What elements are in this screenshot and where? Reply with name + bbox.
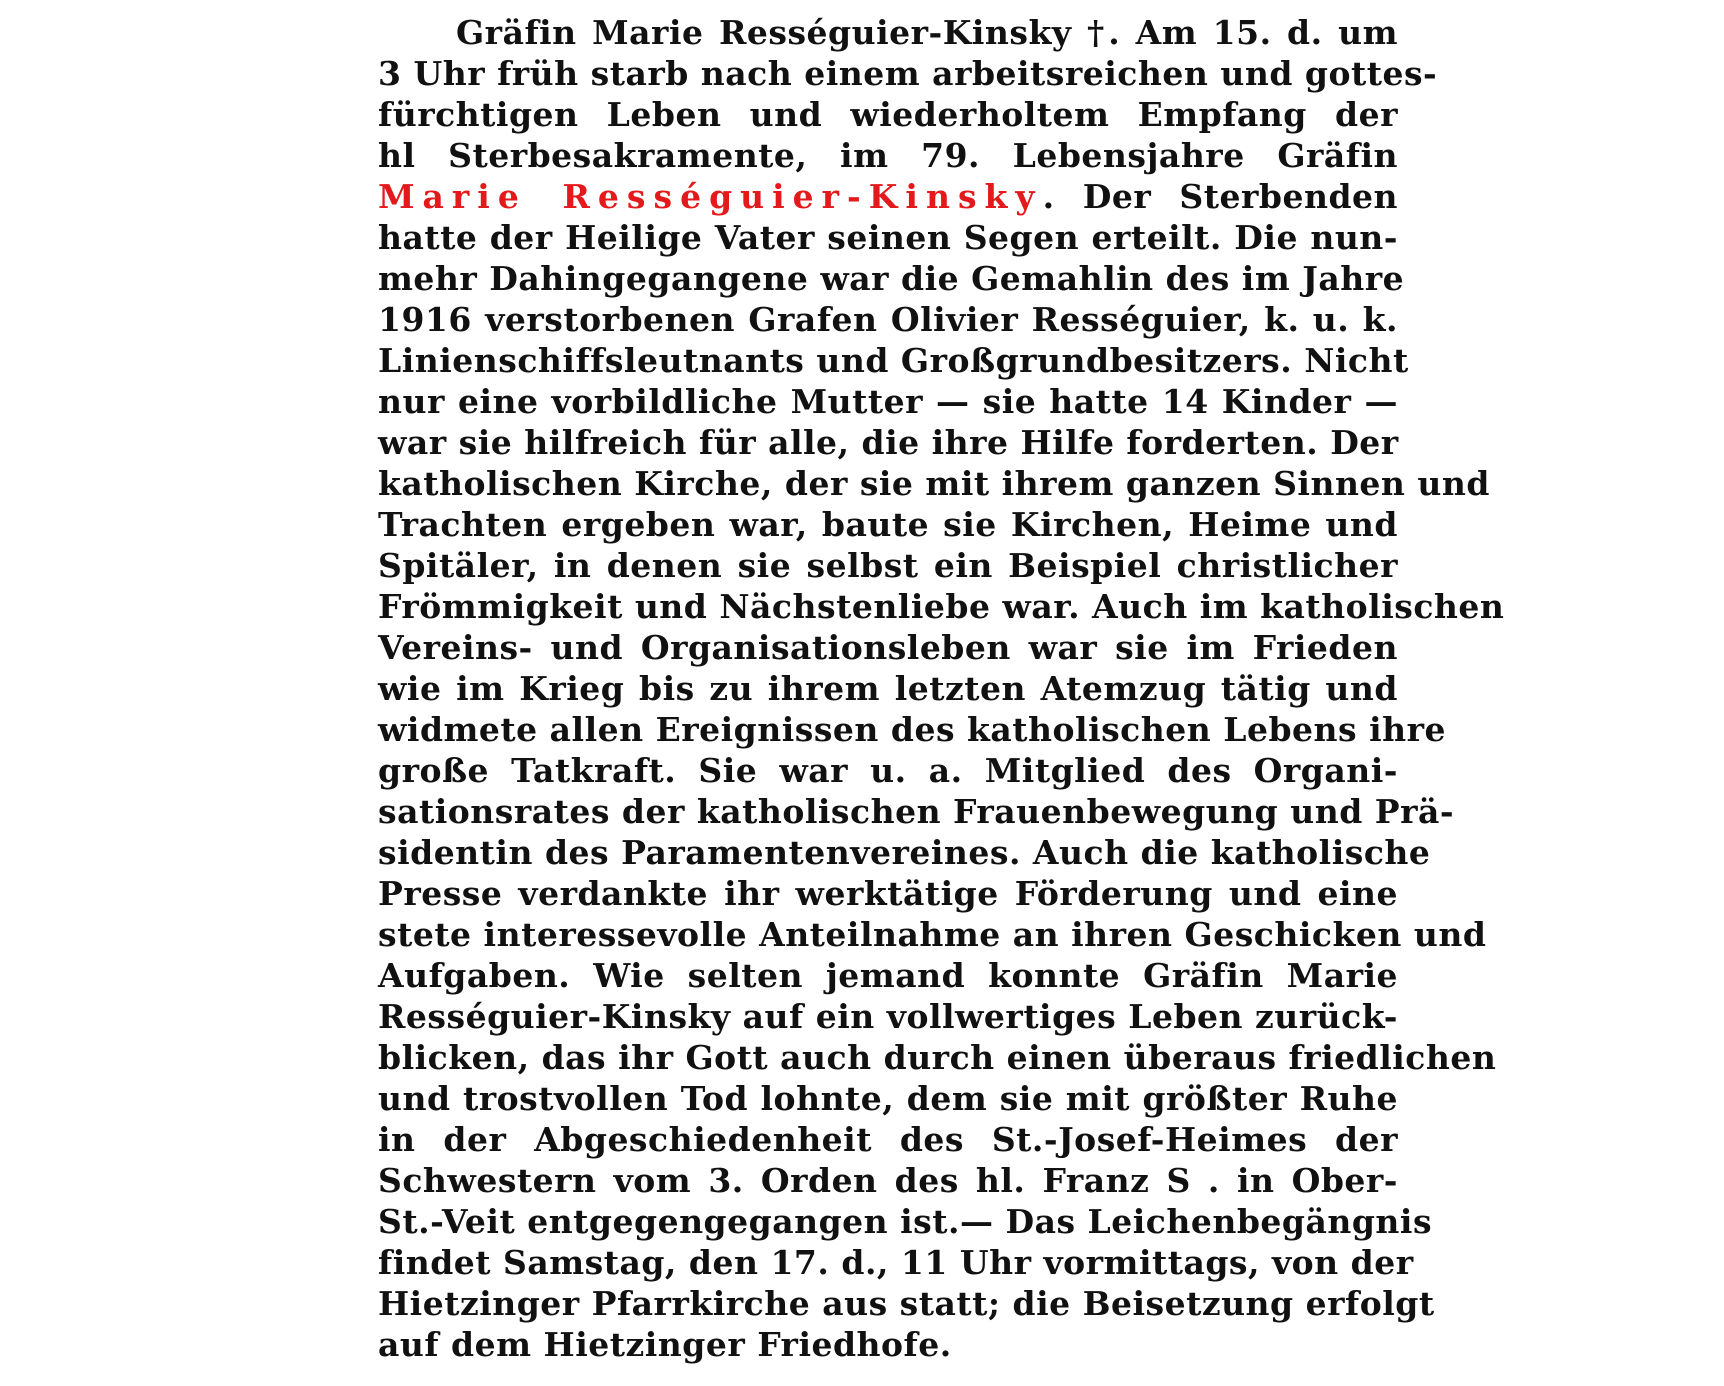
article-line: auf dem Hietzinger Friedhofe. <box>378 1325 952 1364</box>
article-line: war sie hilfreich für alle, die ihre Hilfe forderten. Der <box>378 423 1399 462</box>
article-line-rest: . Der Sterbenden <box>1042 177 1399 216</box>
article-line: nur eine vorbildliche Mutter — sie hatte 14 Kinder — <box>378 382 1398 421</box>
article-line: hatte der Heilige Vater seinen Segen erteilt. Die nun- <box>378 218 1398 257</box>
article-line: sationsrates der katholischen Frauenbewegung und Prä- <box>378 792 1455 831</box>
article-line: Aufgaben. Wie selten jemand konnte Gräfin Marie <box>378 956 1398 995</box>
article-line: findet Samstag, den 17. d., 11 Uhr vormittags, von der <box>378 1243 1414 1282</box>
article-line: blicken, das ihr Gott auch durch einen überaus friedlichen <box>378 1038 1497 1077</box>
highlighted-name: Marie Rességuier-Kinsky <box>378 177 1043 216</box>
article-line: Hietzinger Pfarrkirche aus statt; die Beisetzung erfolgt <box>378 1284 1435 1323</box>
article-line: Linienschiffsleutnants und Großgrundbesitzers. Nicht <box>378 341 1409 380</box>
article-line: mehr Dahingegangene war die Gemahlin des im Jahre <box>378 259 1405 298</box>
obituary-article <box>378 12 1505 1365</box>
article-line: fürchtigen Leben und wiederholtem Empfang der <box>378 95 1398 134</box>
article-line: in der Abgeschiedenheit des St.-Josef-Heimes der <box>378 1120 1398 1159</box>
article-line: Frömmigkeit und Nächstenliebe war. Auch im katholischen <box>378 587 1505 626</box>
article-line-highlighted <box>378 176 1398 217</box>
article-line: Presse verdankte ihr werktätige Förderung und eine <box>378 874 1398 913</box>
article-line: Spitäler, in denen sie selbst ein Beispiel christlicher <box>378 546 1398 585</box>
article-line: Schwestern vom 3. Orden des hl. Franz S . in Ober- <box>378 1161 1398 1200</box>
article-line: wie im Krieg bis zu ihrem letzten Atemzug tätig und <box>378 669 1398 708</box>
article-line: hl Sterbesakramente, im 79. Lebensjahre Gräfin <box>378 136 1398 175</box>
article-line: Vereins- und Organisationsleben war sie im Frieden <box>378 628 1398 667</box>
article-line: St.-Veit entgegengegangen ist.— Das Leichenbegängnis <box>378 1202 1433 1241</box>
article-line: widmete allen Ereignissen des katholischen Lebens ihre <box>378 710 1446 749</box>
article-line: Trachten ergeben war, baute sie Kirchen, Heime und <box>378 505 1398 544</box>
article-line: Gräfin Marie Rességuier-Kinsky †. Am 15. d. um <box>456 13 1398 52</box>
article-line: und trostvollen Tod lohnte, dem sie mit größter Ruhe <box>378 1079 1398 1118</box>
article-line: katholischen Kirche, der sie mit ihrem ganzen Sinnen und <box>378 464 1490 503</box>
article-line: Rességuier-Kinsky auf ein vollwertiges Leben zurück- <box>378 997 1398 1036</box>
article-line: sidentin des Paramentenvereines. Auch die katholische <box>378 833 1431 872</box>
article-line: 1916 verstorbenen Grafen Olivier Rességuier, k. u. k. <box>378 300 1398 339</box>
article-line: stete interessevolle Anteilnahme an ihren Geschicken und <box>378 915 1487 954</box>
article-line: große Tatkraft. Sie war u. a. Mitglied des Organi- <box>378 751 1398 790</box>
article-line: 3 Uhr früh starb nach einem arbeitsreichen und gottes- <box>378 54 1438 93</box>
